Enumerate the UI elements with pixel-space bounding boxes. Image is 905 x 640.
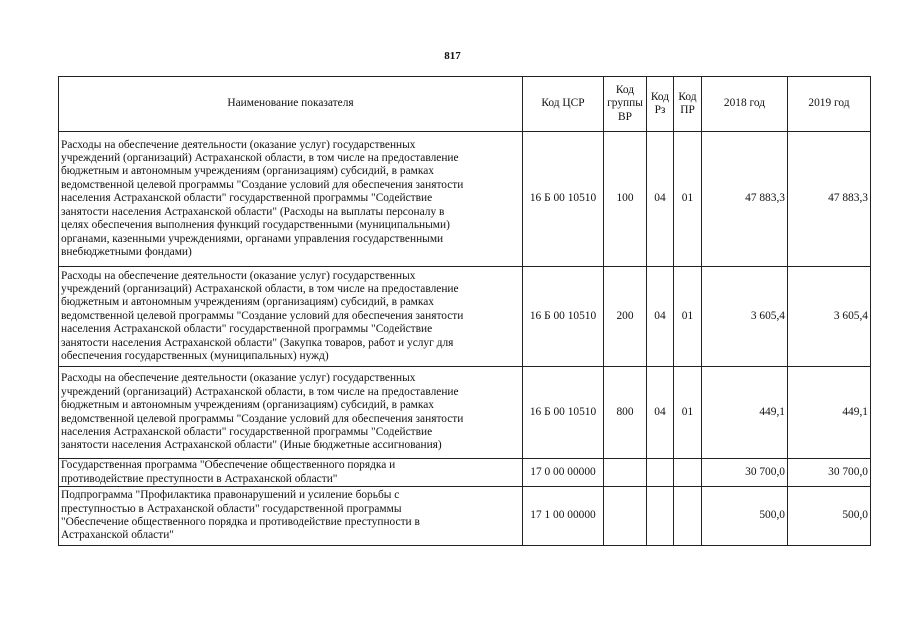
row-pr: 01 [674, 132, 702, 267]
table-row [59, 367, 871, 459]
table-row [59, 459, 871, 487]
row-vr [604, 487, 647, 546]
row-amount-2018: 3 605,4 [702, 267, 788, 367]
row-name: Расходы на обеспечение деятельности (оказание услуг) государственных учреждений (организаций) Астраханской области, в том числе на предоставление бюджетным и автономным учреждениям (организациям) субсидий, в рамках ведомственной целевой программы "Создание условий для обеспечения занятости населения Астраханской области" государственной программы "Содействие занятости населения Астраханской области" (Закупка товаров, работ и услуг для обеспечения государственных (муниципальных) нужд) [59, 267, 523, 367]
row-vr: 200 [604, 267, 647, 367]
header-vr: Код группы ВР [604, 77, 647, 132]
table-row [59, 487, 871, 546]
row-amount-2018: 47 883,3 [702, 132, 788, 267]
table-row [59, 267, 871, 367]
table-header-row [59, 77, 871, 132]
header-year-2018: 2018 год [702, 77, 788, 132]
row-rz: 04 [647, 367, 674, 459]
row-amount-2018: 30 700,0 [702, 459, 788, 487]
page-number: 817 [444, 50, 461, 62]
header-rz: Код Рз [647, 77, 674, 132]
row-pr: 01 [674, 267, 702, 367]
row-vr: 800 [604, 367, 647, 459]
row-vr [604, 459, 647, 487]
row-csr: 17 1 00 00000 [523, 487, 604, 546]
header-year-2019: 2019 год [788, 77, 871, 132]
budget-table [58, 76, 871, 546]
row-csr: 16 Б 00 10510 [523, 267, 604, 367]
row-amount-2019: 3 605,4 [788, 267, 871, 367]
row-csr: 17 0 00 00000 [523, 459, 604, 487]
row-name: Подпрограмма "Профилактика правонарушений и усиление борьбы с преступностью в Астраханской области" государственной программы "Обеспечение общественного порядка и противодействие преступности в Астраханской области" [59, 487, 523, 546]
row-rz: 04 [647, 132, 674, 267]
row-name: Государственная программа "Обеспечение общественного порядка и противодействие преступности в Астраханской области" [59, 459, 523, 487]
row-vr: 100 [604, 132, 647, 267]
row-csr: 16 Б 00 10510 [523, 367, 604, 459]
header-name: Наименование показателя [59, 77, 523, 132]
table-row [59, 132, 871, 267]
row-name: Расходы на обеспечение деятельности (оказание услуг) государственных учреждений (организаций) Астраханской области, в том числе на предоставление бюджетным и автономным учреждениям (организациям) субсидий, в рамках ведомственной целевой программы "Создание условий для обеспечения занятости населения Астраханской области" государственной программы "Содействие занятости населения Астраханской области" (Иные бюджетные ассигнования) [59, 367, 523, 459]
row-rz [647, 459, 674, 487]
row-amount-2019: 47 883,3 [788, 132, 871, 267]
header-csr: Код ЦСР [523, 77, 604, 132]
row-amount-2018: 449,1 [702, 367, 788, 459]
row-pr [674, 487, 702, 546]
row-pr [674, 459, 702, 487]
row-amount-2019: 449,1 [788, 367, 871, 459]
row-amount-2019: 500,0 [788, 487, 871, 546]
header-pr: Код ПР [674, 77, 702, 132]
row-rz [647, 487, 674, 546]
row-pr: 01 [674, 367, 702, 459]
row-name: Расходы на обеспечение деятельности (оказание услуг) государственных учреждений (организаций) Астраханской области, в том числе на предоставление бюджетным и автономным учреждениям (организациям) субсидий, в рамках ведомственной целевой программы "Создание условий для обеспечения занятости населения Астраханской области" государственной программы "Содействие занятости населения Астраханской области" (Расходы на выплаты персоналу в целях обеспечения выполнения функций государственными (муниципальными) органами, казенными учреждениями, органами управления государственными внебюджетными фондами) [59, 132, 523, 267]
row-amount-2019: 30 700,0 [788, 459, 871, 487]
row-csr: 16 Б 00 10510 [523, 132, 604, 267]
row-rz: 04 [647, 267, 674, 367]
row-amount-2018: 500,0 [702, 487, 788, 546]
